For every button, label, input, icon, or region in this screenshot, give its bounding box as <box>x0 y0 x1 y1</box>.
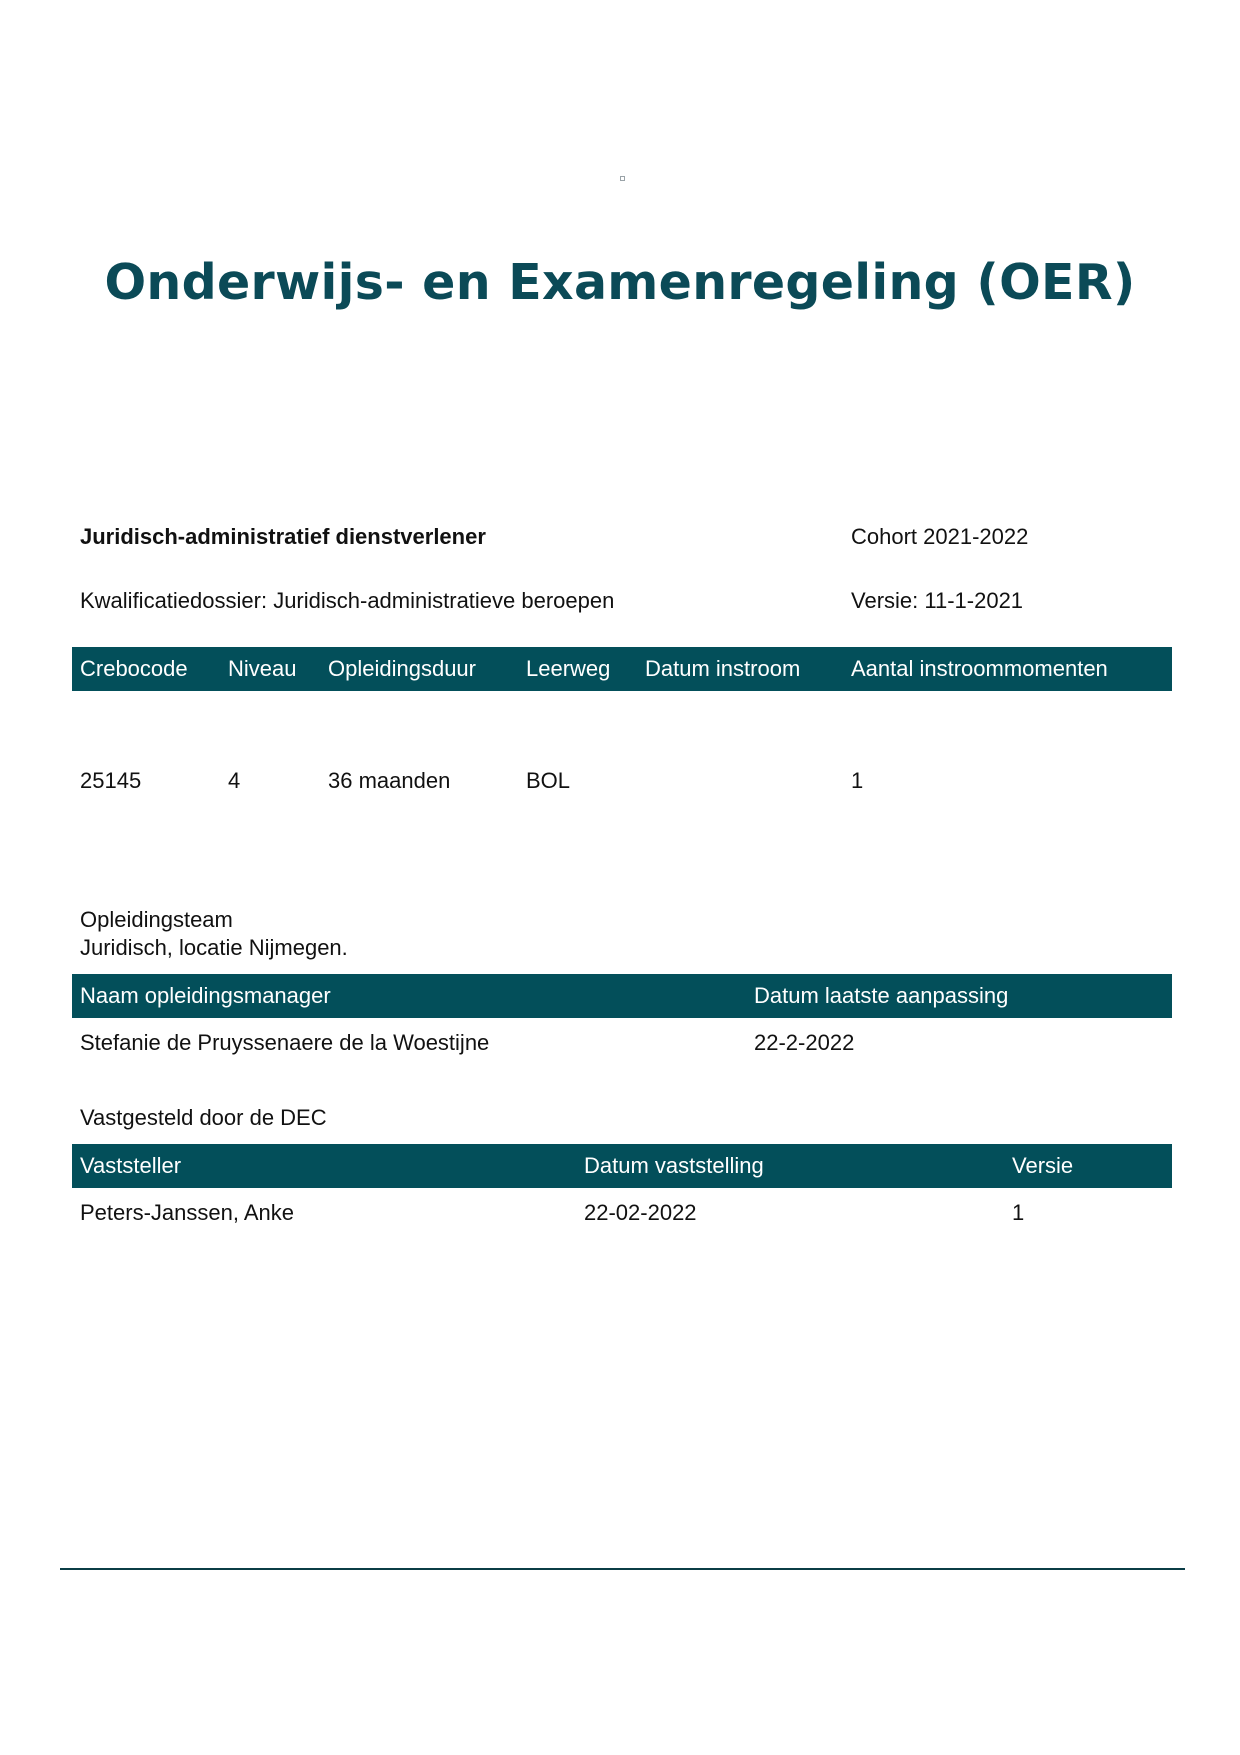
cell-versie: 1 <box>1012 1200 1025 1225</box>
header-datum-instroom: Datum instroom <box>645 656 801 681</box>
cell-last-change-date: 22-2-2022 <box>754 1030 855 1055</box>
team-value: Juridisch, locatie Nijmegen. <box>80 935 348 960</box>
cell-manager-name: Stefanie de Pruyssenaere de la Woestijne <box>80 1030 490 1055</box>
cell-crebocode: 25145 <box>80 768 142 793</box>
header-datum-laatste-aanpassing: Datum laatste aanpassing <box>754 983 1009 1008</box>
header-versie: Versie <box>1012 1153 1074 1178</box>
cell-opleidingsduur: 36 maanden <box>328 768 451 793</box>
course-table-header <box>72 647 1172 691</box>
team-label: Opleidingsteam <box>80 907 233 932</box>
cell-aantal-instroommomenten: 1 <box>851 768 864 793</box>
document-title: Onderwijs- en Examenregeling (OER) <box>104 254 1136 311</box>
header-aantal-instroommomenten: Aantal instroommomenten <box>851 656 1108 681</box>
cell-datum-vaststelling: 22-02-2022 <box>584 1200 697 1225</box>
header-naam-opleidingsmanager: Naam opleidingsmanager <box>80 983 331 1008</box>
cell-leerweg: BOL <box>526 768 571 793</box>
cell-niveau: 4 <box>228 768 241 793</box>
approval-label: Vastgesteld door de DEC <box>80 1105 327 1130</box>
program-name: Juridisch-administratief dienstverlener <box>80 524 486 549</box>
cell-vaststeller: Peters-Janssen, Anke <box>80 1200 295 1225</box>
header-opleidingsduur: Opleidingsduur <box>328 656 476 681</box>
header-datum-vaststelling: Datum vaststelling <box>584 1153 764 1178</box>
manager-table-header <box>72 974 1172 1018</box>
cohort-label: Cohort 2021-2022 <box>851 524 1029 549</box>
header-leerweg: Leerweg <box>526 656 611 681</box>
header-crebocode: Crebocode <box>80 656 188 681</box>
qualification-dossier: Kwalificatiedossier: Juridisch-administratieve beroepen <box>80 588 615 613</box>
image-placeholder-icon <box>620 176 625 181</box>
header-vaststeller: Vaststeller <box>80 1153 182 1178</box>
approval-table-header <box>72 1144 1172 1188</box>
header-niveau: Niveau <box>228 656 297 681</box>
version-label: Versie: 11-1-2021 <box>851 588 1024 613</box>
footer-divider <box>60 1568 1185 1570</box>
